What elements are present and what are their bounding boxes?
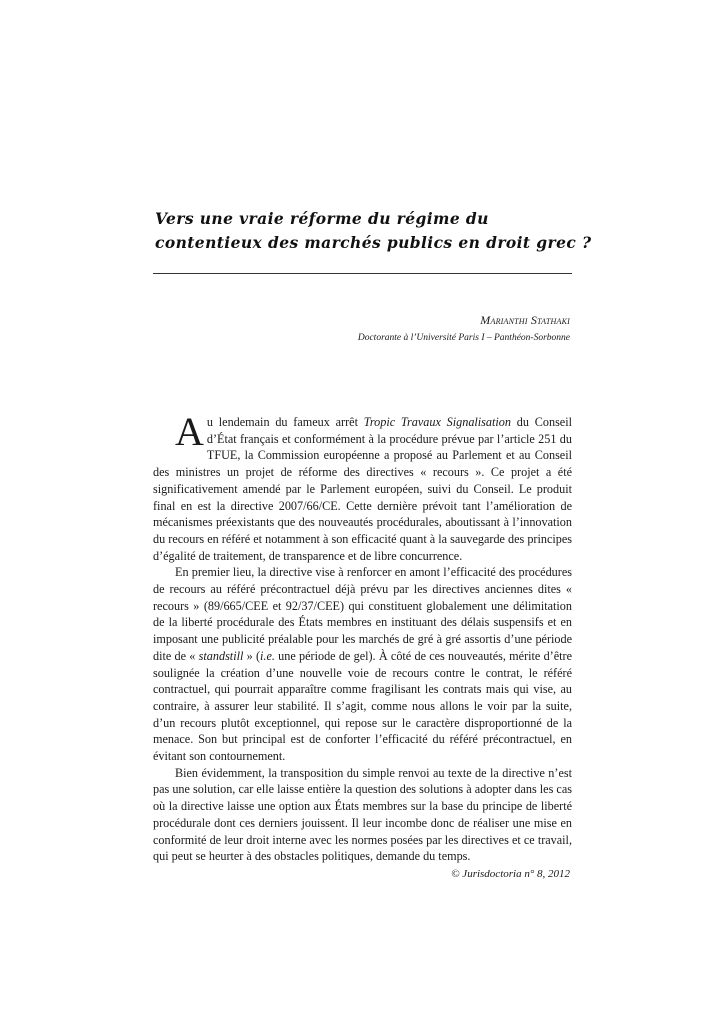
paragraph-2: [153, 564, 572, 764]
footer-copyright: © Jurisdoctoria n° 8, 2012: [451, 868, 570, 880]
p3-text-1: Bien évidemment, la transposition du simple renvoi au texte de la directive n’est pas une solution, car elle laisse entière la question des solutions à adopter dans les cas où la directive laisse une option aux États membres sur la base du principe de liberté procédurale dont ces derniers jouissent. Il leur incombe donc de réaliser une mise en conformité de leur droit interne avec les normes posées par les directives et ce travail, qui peut se heurter à des obstacles politiques, demande du temps.: [153, 765, 572, 864]
p2-italic-1: standstill: [198, 648, 244, 663]
article-title: [155, 207, 592, 255]
drop-cap: A: [175, 409, 204, 454]
p2-text-2: » (: [243, 648, 261, 663]
p1-italic-1: Tropic Travaux Signalisation: [363, 415, 511, 429]
paragraph-1: [153, 409, 572, 564]
p2-text-3: une période de gel). À côté de ces nouveautés, mérite d’être soulignée la création d’une nouvelle voie de recours contre le contrat, le référé contractuel, qui pourrait apparaître comme fragilisant les contrats mais qui vise, au contraire, à assurer leur stabilité. Il s’agit, comme nous allons le voir par la suite, d’un recours plutôt exceptionnel, qui repose sur le caractère disproportionné de la menace. Son but principal est de conforter l’efficacité du référé précontractuel, en évitant son contournement.: [153, 648, 572, 764]
title-divider: [153, 273, 572, 274]
author-name: Marianthi Stathaki: [480, 313, 570, 327]
p2-text-1: En premier lieu, la directive vise à renforcer en amont l’efficacité des procédures de recours au référé précontractuel déjà prévu par les directives anciennes dites « recours » (89/665/CEE et 92/37/CEE) qui constituent globalement une délimitation de la liberté procédurale des États membres en instituant des délais suspensifs et en imposant une publicité préalable pour les marchés de gré à gré assortis d’une période dite de «: [153, 565, 572, 663]
p1-text-1: u lendemain du fameux arrêt: [206, 415, 364, 429]
article-body: [153, 409, 572, 865]
p1-text-2: du Conseil d’État français et conformément à la procédure prévue par l’article 251 du TFUE, la Commission européenne a proposé au Parlement et au Conseil des ministres un projet de réforme des directives « recours ». Ce projet a été significativement amendé par le Parlement européen, suivi du Conseil. Le produit final en est la directive 2007/66/CE. Cette dernière prévoit tant l’amélioration de mécanismes préexistants que des nouveautés procédurales, aboutissant à l’innovation du recours en référé et notamment à son efficacité quant à la sauvegarde des principes d’égalité de traitement, de transparence et de libre concurrence.: [153, 415, 572, 563]
paragraph-3: [153, 765, 572, 865]
title-line-2: contentieux des marchés publics en droit grec ?: [155, 233, 592, 252]
author-affiliation: Doctorante à l’Université Paris I – Panthéon-Sorbonne: [357, 333, 570, 343]
title-line-1: Vers une vraie réforme du régime du: [155, 209, 489, 228]
p2-italic-2: i.e.: [260, 648, 275, 663]
